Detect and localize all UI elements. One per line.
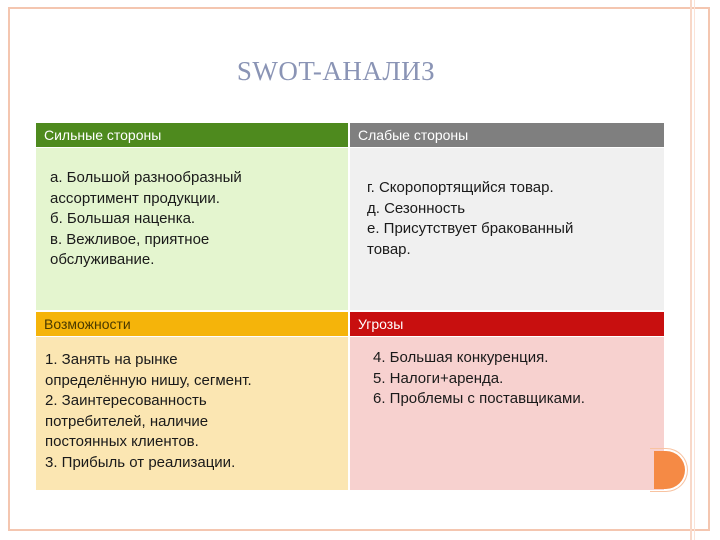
opportunities-body xyxy=(36,337,348,490)
strengths-line: ассортимент продукции. xyxy=(50,189,220,207)
decorative-line xyxy=(694,0,695,540)
strengths-line: в. Вежливое, приятное xyxy=(50,230,210,248)
slide-title: SWOT-АНАЛИЗ xyxy=(236,56,436,86)
strengths-body xyxy=(36,148,348,310)
opportunities-line: 2. Заинтересованность xyxy=(45,392,207,409)
threats-line: 6. Проблемы с поставщиками. xyxy=(373,390,585,407)
weaknesses-line: е. Присутствует бракованный xyxy=(367,220,574,237)
opportunities-line: определённую нишу, сегмент. xyxy=(45,371,252,389)
opportunities-header: Возможности xyxy=(36,312,348,336)
threats-body xyxy=(350,337,664,490)
opportunities-line: постоянных клиентов. xyxy=(45,433,199,450)
weaknesses-line: товар. xyxy=(367,240,411,258)
strengths-line: обслуживание. xyxy=(50,251,155,268)
weaknesses-body xyxy=(350,148,664,310)
weaknesses-line: г. Скоропортящийся товар. xyxy=(367,179,554,196)
opportunities-line: 3. Прибыль от реализации. xyxy=(45,453,236,471)
weaknesses-line: д. Сезонность xyxy=(367,199,466,217)
opportunities-line: 1. Занять на рынке xyxy=(45,351,178,368)
opportunities-line: потребителей, наличие xyxy=(45,412,209,430)
threats-line: 5. Налоги+аренда. xyxy=(373,369,504,387)
strengths-line: а. Большой разнообразный xyxy=(50,169,242,186)
threats-line: 4. Большая конкуренция. xyxy=(373,349,549,366)
weaknesses-header: Слабые стороны xyxy=(350,123,664,147)
strengths-header: Сильные стороны xyxy=(36,123,348,147)
threats-header: Угрозы xyxy=(350,312,664,336)
decorative-line xyxy=(690,0,692,540)
strengths-line: б. Большая наценка. xyxy=(50,210,196,227)
